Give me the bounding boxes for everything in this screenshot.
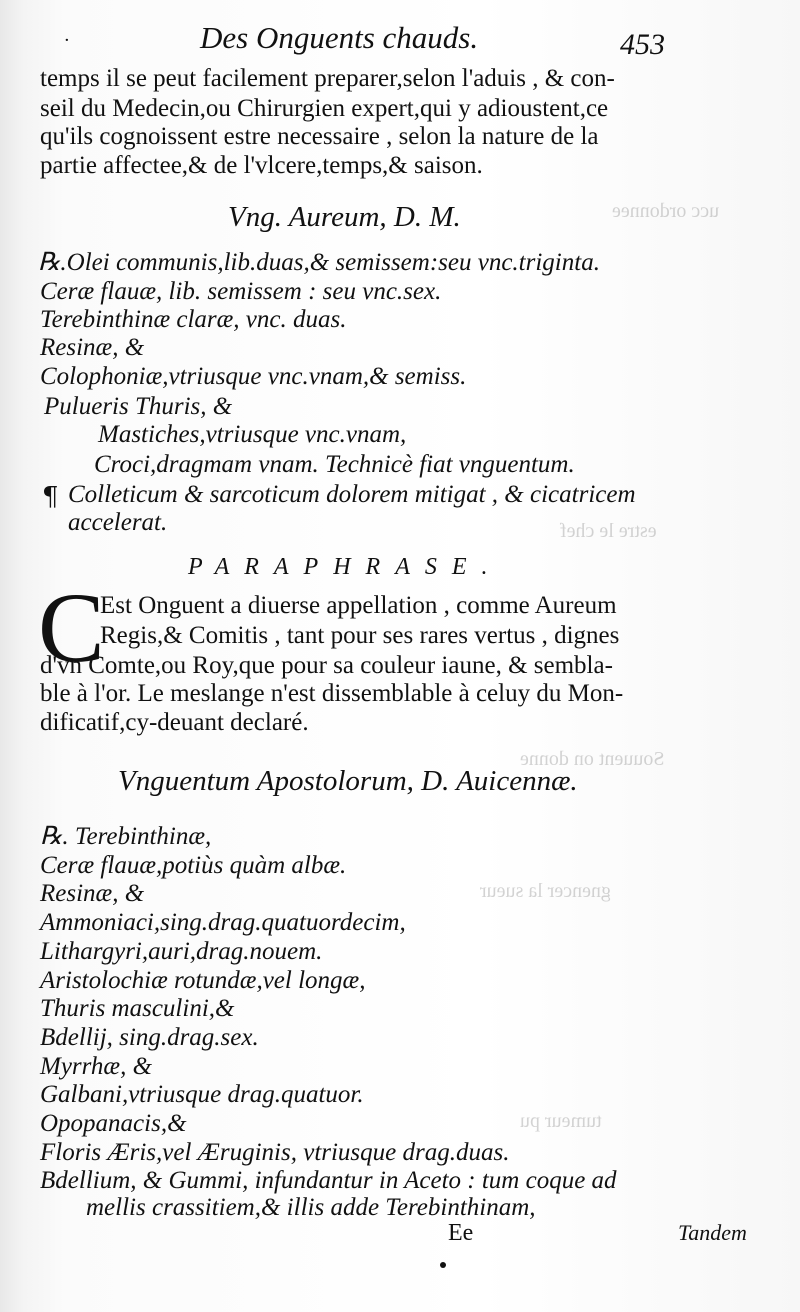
text-line: seil du Medecin,ou Chirurgien expert,qui y adioustent,ce [40, 95, 609, 122]
recipe-line: mellis crassitiem,& illis adde Terebinthinam, [86, 1194, 536, 1221]
ink-dot [440, 1262, 446, 1268]
recipe-line: Opopanacis,& [40, 1110, 187, 1137]
paraphrase-line: Est Onguent a diuerse appellation , comme Aureum [100, 592, 617, 619]
text-line: partie affectee,& de l'vlcere,temps,& saison. [40, 152, 483, 179]
paraphrase-line: ble à l'or. Le meslange n'est dissemblable à celuy du Mon- [40, 680, 624, 707]
recipe-line: Aristolochiæ rotundæ,vel longæ, [40, 967, 366, 994]
recipe-line: Bdellium, & Gummi, infundantur in Aceto : tum coque ad [40, 1167, 617, 1194]
recipe-line: ℞. Terebinthinæ, [40, 823, 212, 850]
recipe-line: Resinæ, & [40, 334, 145, 361]
recipe-line: Croci,dragmam vnam. Technicè fiat vnguentum. [94, 451, 575, 478]
recipe-line: Pulueris Thuris, & [44, 393, 233, 420]
pilcrow-mark: ¶ [42, 482, 59, 512]
bleed-through: tumeur pu [520, 1110, 602, 1132]
running-title: Des Onguents chauds. [200, 20, 479, 55]
recipe-line: Resinæ, & [40, 880, 145, 907]
recipe-line: Thuris masculini,& [40, 995, 235, 1022]
recipe-line: Ammoniaci,sing.drag.quatuordecim, [40, 909, 406, 936]
recipe-line: Colophoniæ,vtriusque vnc.vnam,& semiss. [40, 363, 467, 390]
recipe-line: Mastiches,vtriusque vnc.vnam, [98, 421, 407, 448]
note-line: Colleticum & sarcoticum dolorem mitigat , & cicatricem [68, 481, 636, 508]
recipe-line: Ceræ flauæ, lib. semissem : seu vnc.sex. [40, 278, 442, 305]
recipe-line: Terebinthinæ claræ, vnc. duas. [40, 306, 347, 333]
recipe-line: Lithargyri,auri,drag.nouem. [40, 938, 323, 965]
section-heading: Vng. Aureum, D. M. [228, 201, 461, 233]
paraphrase-heading: PARAPHRASE. [188, 554, 503, 580]
recipe-line: Myrrhæ, & [40, 1053, 153, 1080]
signature-mark: Ee [448, 1220, 474, 1246]
section-heading: Vnguentum Apostolorum, D. Auicennæ. [118, 765, 578, 797]
page-number: 453 [620, 28, 665, 61]
bleed-through: estre le chef [560, 520, 657, 542]
paraphrase-line: dificatif,cy-deuant declaré. [40, 709, 309, 736]
margin-dots: · [64, 30, 70, 51]
drop-cap: C [38, 572, 105, 683]
bleed-through: Souuent on donne [520, 748, 665, 770]
recipe-line: Floris Æris,vel Æruginis, vtriusque drag.duas. [40, 1139, 510, 1166]
bleed-through: gnencer la sueur [480, 880, 612, 902]
paraphrase-line: d'vn Comte,ou Roy,que pour sa couleur iaune, & sembla- [40, 652, 613, 679]
text-line: temps il se peut facilement preparer,selon l'aduis , & con- [40, 65, 615, 92]
recipe-line: ℞.Olei communis,lib.duas,& semissem:seu vnc.triginta. [38, 249, 600, 276]
recipe-line: Ceræ flauæ,potiùs quàm albæ. [40, 852, 347, 879]
paraphrase-line: Regis,& Comitis , tant pour ses rares vertus , dignes [100, 622, 620, 649]
recipe-line: Galbani,vtriusque drag.quatuor. [40, 1081, 364, 1108]
note-line: accelerat. [68, 509, 168, 536]
recipe-line: Bdellij, sing.drag.sex. [40, 1024, 259, 1051]
text-line: qu'ils cognoissent estre necessaire , selon la nature de la [40, 123, 599, 150]
catchword: Tandem [678, 1220, 747, 1245]
bleed-through: ucc ordonnee [612, 200, 720, 222]
